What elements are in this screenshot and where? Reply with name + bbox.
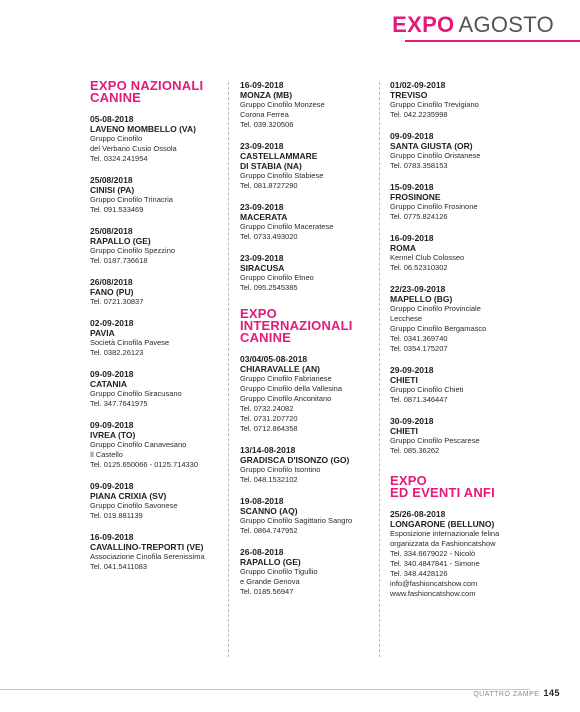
section-title-line: CANINE [90, 90, 142, 105]
event-location: SIRACUSA [240, 263, 285, 273]
event-entry [240, 547, 372, 597]
event-detail: Tel. 091.533469 [90, 205, 144, 214]
event-date: 25/26-08-2018 [390, 509, 446, 519]
section-title-line: ED EVENTI ANFI [390, 485, 495, 500]
event-detail: Tel. 048.1532102 [240, 475, 298, 484]
event-entry [90, 226, 220, 266]
magazine-name: QUATTRO ZAMPE [473, 691, 540, 698]
event-detail: Tel. 0732.24082 [240, 404, 294, 413]
event-location: PAVIA [90, 328, 115, 338]
event-entry [90, 114, 220, 164]
title-word-expo: EXPO [392, 12, 455, 37]
event-location: CHIETI [390, 375, 418, 385]
event-detail: Gruppo Cinofilo Savonese [90, 501, 178, 510]
event-detail: Gruppo Cinofilo Siracusano [90, 389, 182, 398]
event-detail: Gruppo Cinofilo Provinciale [390, 304, 481, 313]
event-detail: Tel. 0775.824126 [390, 212, 448, 221]
event-entry [90, 277, 220, 307]
event-detail: Tel. 0721.30837 [90, 297, 144, 306]
event-detail: Gruppo Cinofilo della Vallesina [240, 384, 343, 393]
footer-rule [0, 689, 530, 690]
event-entry [390, 182, 560, 222]
event-entry [240, 445, 372, 485]
event-date: 25/08/2018 [90, 226, 133, 236]
column-1 [90, 80, 220, 583]
event-date: 29-09-2018 [390, 365, 434, 375]
section-title-line: EXPO [390, 473, 427, 488]
event-location: GRADISCA D'ISONZO (GO) [240, 455, 350, 465]
event-detail: Tel. 06.52310302 [390, 263, 448, 272]
event-location: PIANA CRIXIA (SV) [90, 491, 167, 501]
section-title [240, 308, 372, 344]
event-detail: Gruppo Cinofilo [90, 134, 143, 143]
event-location: CHIARAVALLE (AN) [240, 364, 320, 374]
event-location: MAPELLO (BG) [390, 294, 453, 304]
event-entry [390, 365, 560, 405]
section-title-line: EXPO NAZIONALI [90, 78, 204, 93]
event-detail: Tel. 081.8727290 [240, 181, 298, 190]
event-detail: Tel. 041.5411083 [90, 562, 147, 571]
event-detail: Tel. 0354.175207 [390, 344, 448, 353]
event-detail: Gruppo Cinofilo Oristanese [390, 151, 481, 160]
event-location: CHIETI [390, 426, 418, 436]
event-entry [90, 481, 220, 521]
event-date: 23-09-2018 [240, 141, 284, 151]
header-accent-line [405, 40, 580, 42]
event-location: ROMA [390, 243, 416, 253]
title-word-month: AGOSTO [458, 12, 554, 37]
event-entry [390, 233, 560, 273]
event-detail: Gruppo Cinofilo Chieti [390, 385, 464, 394]
column-3 [390, 80, 560, 610]
event-date: 16-09-2018 [390, 233, 434, 243]
event-detail: Gruppo Cinofilo Trinacria [90, 195, 173, 204]
event-location: MONZA (MB) [240, 90, 293, 100]
column-divider-2 [379, 82, 380, 657]
event-entry [390, 131, 560, 171]
event-detail: Gruppo Cinofilo Fabrianese [240, 374, 332, 383]
column-2 [240, 80, 372, 608]
event-location: RAPALLO (GE) [240, 557, 301, 567]
event-detail: Tel. 347.7641975 [90, 399, 148, 408]
event-detail: Tel. 042.2235998 [390, 110, 448, 119]
event-detail: Tel. 334.6679022 - Nicolò [390, 549, 476, 558]
section-title [390, 475, 560, 499]
event-detail: Tel. 340.4847841 - Simone [390, 559, 480, 568]
event-date: 26-08-2018 [240, 547, 284, 557]
event-detail: Corona Ferrea [240, 110, 289, 119]
section-title [90, 80, 220, 104]
event-detail: Gruppo Cinofilo Stabiese [240, 171, 324, 180]
event-detail: Tel. 0187.736618 [90, 256, 148, 265]
event-date: 15-09-2018 [390, 182, 434, 192]
event-entry [390, 416, 560, 456]
event-entry [240, 141, 372, 191]
event-date: 16-09-2018 [90, 532, 134, 542]
page-number: 145 [543, 688, 560, 698]
event-date: 05-08-2018 [90, 114, 134, 124]
section-title-line: INTERNAZIONALI [240, 318, 353, 333]
event-detail: Tel. 0341.369740 [390, 334, 448, 343]
event-detail: Esposizione internazionale felina [390, 529, 500, 538]
event-entry [240, 202, 372, 242]
event-detail: Il Castello [90, 450, 123, 459]
event-date: 26/08/2018 [90, 277, 133, 287]
event-detail: Gruppo Cinofilo Anconitano [240, 394, 332, 403]
event-location: RAPALLO (GE) [90, 236, 151, 246]
event-detail: e Grande Genova [240, 577, 300, 586]
event-date: 01/02-09-2018 [390, 80, 446, 90]
event-location: SANTA GIUSTA (OR) [390, 141, 473, 151]
event-date: 09-09-2018 [90, 420, 134, 430]
event-detail: Associazione Cinofila Serenissima [90, 552, 205, 561]
event-detail: info@fashioncatshow.com [390, 579, 478, 588]
event-entry [390, 80, 560, 120]
event-entry [90, 532, 220, 572]
event-location: CATANIA [90, 379, 127, 389]
event-detail: Gruppo Cinofilo Trevigiano [390, 100, 479, 109]
event-detail: Gruppo Cinofilo Etneo [240, 273, 314, 282]
event-entry [240, 496, 372, 536]
event-date: 03/04/05-08-2018 [240, 354, 308, 364]
event-location: FROSINONE [390, 192, 441, 202]
event-detail: Gruppo Cinofilo Frosinone [390, 202, 478, 211]
event-detail: Tel. 0864.747952 [240, 526, 298, 535]
event-detail: organizzata da Fashioncatshow [390, 539, 496, 548]
event-date: 19-08-2018 [240, 496, 284, 506]
event-entry [90, 175, 220, 215]
event-detail: Gruppo Cinofilo Tigullio [240, 567, 318, 576]
event-detail: Tel. 0783.358153 [390, 161, 448, 170]
event-location: CASTELLAMMARE [240, 151, 318, 161]
event-detail: Gruppo Cinofilo Canavesano [90, 440, 187, 449]
event-date: 23-09-2018 [240, 202, 284, 212]
event-detail: Gruppo Cinofilo Sagittario Sangro [240, 516, 353, 525]
event-date: 30-09-2018 [390, 416, 434, 426]
event-entry [390, 509, 560, 599]
event-entry [240, 253, 372, 293]
event-detail: Tel. 085.36262 [390, 446, 440, 455]
event-detail: Tel. 019.881139 [90, 511, 143, 520]
event-detail: Tel. 039.320506 [240, 120, 294, 129]
page-footer [473, 688, 560, 698]
event-detail: Tel. 0125.650066 - 0125.714330 [90, 460, 199, 469]
event-entry [240, 80, 372, 130]
event-date: 02-09-2018 [90, 318, 134, 328]
event-detail: Tel. 095.2545385 [240, 283, 298, 292]
event-detail: Tel. 0712.864358 [240, 424, 298, 433]
event-detail: Tel. 0731.207720 [240, 414, 298, 423]
event-detail: Tel. 0185.56947 [240, 587, 294, 596]
event-detail: Gruppo Cinofilo Spezzino [90, 246, 176, 255]
event-date: 22/23-09-2018 [390, 284, 446, 294]
event-date: 25/08/2018 [90, 175, 133, 185]
event-entry [90, 369, 220, 409]
event-location: CINISI (PA) [90, 185, 135, 195]
column-divider-1 [228, 82, 229, 657]
event-date: 09-09-2018 [390, 131, 434, 141]
page-title [392, 12, 554, 38]
event-location: TREVISO [390, 90, 428, 100]
event-detail: Tel. 348.4428126 [390, 569, 448, 578]
event-location: IVREA (TO) [90, 430, 136, 440]
event-date: 23-09-2018 [240, 253, 284, 263]
event-location: FANO (PU) [90, 287, 134, 297]
event-detail: del Verbano Cusio Ossola [90, 144, 177, 153]
event-detail: Gruppo Cinofilo Isontino [240, 465, 321, 474]
event-entry [90, 318, 220, 358]
event-location: CAVALLINO-TREPORTI (VE) [90, 542, 204, 552]
event-entry [390, 284, 560, 354]
section-title-line: CANINE [240, 330, 292, 345]
event-detail: www.fashioncatshow.com [390, 589, 476, 598]
section-title-line: EXPO [240, 306, 277, 321]
event-location-cont: DI STABIA (NA) [240, 161, 302, 171]
event-location: MACERATA [240, 212, 288, 222]
event-detail: Gruppo Cinofilo Bergamasco [390, 324, 487, 333]
event-date: 13/14-08-2018 [240, 445, 296, 455]
event-location: LAVENO MOMBELLO (VA) [90, 124, 196, 134]
event-detail: Gruppo Cinofilo Pescarese [390, 436, 480, 445]
event-detail: Tel. 0871.346447 [390, 395, 448, 404]
event-detail: Gruppo Cinofilo Maceratese [240, 222, 334, 231]
event-detail: Gruppo Cinofilo Monzese [240, 100, 325, 109]
event-detail: Tel. 0382.26123 [90, 348, 144, 357]
event-date: 09-09-2018 [90, 369, 134, 379]
event-date: 16-09-2018 [240, 80, 284, 90]
event-location: LONGARONE (BELLUNO) [390, 519, 495, 529]
event-entry [240, 354, 372, 434]
event-detail: Lecchese [390, 314, 423, 323]
event-detail: Tel. 0324.241954 [90, 154, 148, 163]
event-entry [90, 420, 220, 470]
event-location: SCANNO (AQ) [240, 506, 298, 516]
event-detail: Kennel Club Colosseo [390, 253, 465, 262]
event-detail: Tel. 0733.493020 [240, 232, 298, 241]
event-detail: Società Cinofila Pavese [90, 338, 170, 347]
event-date: 09-09-2018 [90, 481, 134, 491]
